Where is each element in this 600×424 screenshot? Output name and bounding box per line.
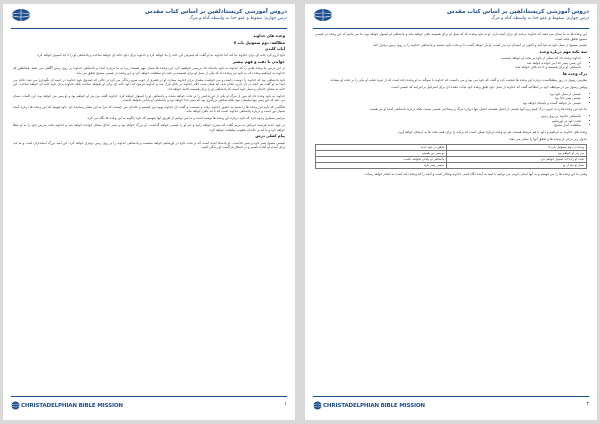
page-number: ۲ xyxy=(586,401,589,407)
list-item: • سلطنت ابدی مسیح xyxy=(315,123,581,128)
page-number: ۱ xyxy=(284,401,287,407)
section-heading: خواندن با دقت و فهم بیشتر xyxy=(232,59,285,65)
list-item: • تخت داود در اورشلیم xyxy=(315,119,581,124)
page-body xyxy=(315,32,587,390)
header-rule xyxy=(11,28,287,29)
paragraph: داود آرزو کرد خانه ای برای خداوند بنا کند اما خداوند به او گفت که پسرش این خانه را بنا خواهد کرد و خداوند برای داود خانه ای خواهد ساخت و پادشاهی او را تا ابد استوار خواهد کرد. xyxy=(36,53,285,58)
footer-rule xyxy=(313,396,589,397)
paragraph: هنگامی که داود این وعده ها را شنید به حضور خداوند رفت و نشست و گفت ای خداوند یهوه من کیستم و خاندان من چیست که مرا به این مقام رسانیده ای. داود فهمید که این وعده ها درباره آینده بسیار دور است و درباره پادشاهی خداوند است که تا ابد باقی خواهد ماند. xyxy=(13,104,285,114)
header-rule xyxy=(313,28,589,29)
bullet-list xyxy=(315,114,587,128)
list-item: • عیسی باز خواهد گشت و پادشاه خواهد بود xyxy=(315,101,581,106)
table-cell: تخت او را تا ابد استوار خواهم کرد xyxy=(447,156,587,162)
section-heading: درک وعده ها xyxy=(562,71,587,77)
footer-brand xyxy=(11,401,123,410)
key-verses-heading: آیات کلیدی xyxy=(264,46,285,52)
page-footer xyxy=(313,396,589,414)
paragraph: در این درس ما وعده هایی را که خداوند به داود پادشاه داد بررسی خواهیم کرد. این وعده ها بسیار مهم هستند زیرا به ما درباره آینده و پادشاهی خداوند بر روی زمین آگاهی می دهند. همانطور که خداوند به ابراهیم وعده داد، به داود نیز وعده داد که یکی از نسل او برای همیشه بر تخت او سلطنت خواهد کرد و این وعده در عیسی مسیح تحقق می یابد. xyxy=(13,66,285,75)
table-cell: پادشاهی او پایانی نخواهد داشت xyxy=(316,156,447,162)
header-subtitle: درس چهارم: سقوط و عفو خدا به واسطه گناه و مرگ xyxy=(189,16,287,21)
list-item: • خداوند وعده داد که نسلی از داود بر تخت او خواهد نشست xyxy=(315,56,581,61)
header-title: دروس آموزشی کریستادلفین بر اساس کتاب مقدس xyxy=(447,9,589,15)
page-1 xyxy=(3,4,295,420)
list-item: • عیسی از نسل داود بود xyxy=(315,92,581,97)
paragraph: خداوند به داود وعده داد که پس از مرگ او یکی از فرزندانش را بر تخت خواهد نشاند و پادشاهی او را استوار خواهد کرد. خداوند گفت من پدر او خواهم بود و او پسر من خواهد بود. این کلمات نشان می دهد که این پسر تنها سلیمان نبود بلکه شخص بزرگتری بود که پسر خدا خواهد بود و پادشاهی او پایانی نخواهد داشت. xyxy=(13,93,285,103)
footer-rule xyxy=(11,396,287,397)
footer-brand xyxy=(313,401,425,410)
section-heading: سه نکته مهم درباره وعده xyxy=(539,49,587,55)
paragraph: وقتی ما این وعده ها را می فهمیم و به آنها ایمان داریم، می توانیم با امید به آینده نگاه کنیم. خداوند وفادار است و آنچه را که وعده داده است به انجام خواهد رساند. xyxy=(364,171,587,176)
page-2 xyxy=(305,4,597,420)
paragraph: پطرس رسول در روز پنطیکاست درباره این وعده ها صحبت کرد و گفت که داود نبی بود و می دانست که خداوند با سوگند به او وعده داده است که از ثمره صلب او یکی را بر تخت او بنشاند. xyxy=(329,78,587,83)
study-reference: مطالعه: دوم سموئیل باب ۷ xyxy=(233,39,285,45)
list-item: • پادشاهی خداوند بر روی زمین xyxy=(315,114,581,119)
footer-brand-text: CHRISTADELPHIAN BIBLE MISSION xyxy=(21,403,123,409)
promise-table xyxy=(315,144,587,169)
paragraph: وعده های خداوند به ابراهیم و داود با هم مرتبط هستند. هر دو وعده درباره نسلی است که برکت را برای همه ملت ها به ارمغان خواهد آورد. xyxy=(397,130,587,135)
list-item: • پادشاهی او برای همیشه و تا ابد باقی خواهد ماند xyxy=(315,65,581,70)
paragraph: عیسی مسیح از نسل داود به دنیا آمد و اکنون در آسمان نزد پدر است. او باز خواهد گشت تا بر تخت داود بنشیند و پادشاهی خداوند را بر روی زمین برقرار کند. xyxy=(372,43,587,48)
table-cell: تو پسر من هستی xyxy=(316,150,447,156)
paragraph: عیسی مسیح پسر داود و پسر خداست. او پادشاه آینده است که بر تخت داود در اورشلیم خواهد نشست و پادشاهی خداوند را بر روی زمین برقرار خواهد کرد. این امید بزرگ ایمانداران است و ما باید برای آمدن او آماده باشیم و در انتظار بازگشت او زندگی کنیم. xyxy=(13,140,285,150)
table-cell: تحقق در عهد جدید xyxy=(316,144,447,150)
header-subtitle: درس چهارم: سقوط و عفو خدا به واسطه گناه و مرگ xyxy=(491,16,589,21)
paragraph: در عهد جدید فرشته جبرائیل به مریم گفت که پسری خواهد زایید و نام او را عیسی خواهد گذاشت. او بزرگ خواهد بود و پسر خدای متعال خوانده خواهد شد و خداوند تخت پدرش داود را به او عطا خواهد کرد و تا ابد بر خاندان یعقوب سلطنت خواهد کرد. xyxy=(13,123,285,132)
table-row xyxy=(316,162,587,168)
page-body xyxy=(13,32,285,390)
paragraph: ما باید این وعده ها را به خوبی درک کنیم زیرا آنها بخشی از انجیل هستند. انجیل تنها درباره مرگ و رستاخیز عیسی نیست بلکه درباره پادشاهی آینده او نیز هست. xyxy=(368,107,587,112)
table-cell: وعده در دوم سموئیل باب ۷ xyxy=(447,144,587,150)
list-item: • این پسر، پسر خدا نیز خوانده خواهد شد xyxy=(315,61,581,66)
bullet-list xyxy=(315,92,587,106)
table-cell: نسل تو بعد از تو xyxy=(447,162,587,168)
page-footer xyxy=(11,396,287,414)
paragraph: داود پادشاهی بود که خداوند را دوست داشت و می خواست معبدی برای خداوند بسازد. او در قصری از چوب سرو زندگی می کرد در حالی که صندوق عهد خداوند در خیمه ای نگهداری می شد. ناتان نبی ابتدا به او گفت هر آنچه در دل داری انجام بده، اما همان شب کلام خداوند بر ناتان نازل شد و خداوند فرمود که داود خانه ای برای او نخواهد ساخت بلکه خداوند برای داود خانه ای خواهد ساخت. این خانه به معنای خاندان و نسل داود است که پادشاهی او را برای همیشه ادامه خواهد داد. xyxy=(13,77,285,91)
paragraph: مزامیر بسیاری وجود دارد که داود درباره این وعده ها نوشته است و ما می توانیم از طریق آنها بفهمیم که داود چگونه به این وعده ها نگاه می کرد. xyxy=(86,116,285,121)
globe-icon xyxy=(11,401,20,410)
section-heading: پیام اصلی درس xyxy=(255,133,285,139)
header-title: دروس آموزشی کریستادلفین بر اساس کتاب مقدس xyxy=(145,9,287,15)
footer-brand-text: CHRISTADELPHIAN BIBLE MISSION xyxy=(323,403,425,409)
paragraph: این وعده ها به ما نشان می دهند که خداوند برنامه ای برای آینده دارد. او به داود وعده داد که نسل او برای همیشه باقی خواهد ماند و پادشاهی او استوار خواهد بود. ما می دانیم که این وعده در عیسی مسیح تحقق یافته است. xyxy=(315,32,587,41)
bullet-list xyxy=(315,56,587,70)
paragraph: جدول زیر برخی از وعده ها و تحقق آنها را نشان می دهد: xyxy=(508,136,587,141)
paragraph: پولس رسول نیز در موعظه خود در انطاکیه گفت که خداوند از نسل داود طبق وعده خود نجات دهنده ای برای اسرائیل برخیزانید که عیسی است. xyxy=(390,84,587,89)
globe-icon xyxy=(313,401,322,410)
table-cell: عیسی پسر داود xyxy=(316,162,447,168)
table-cell: من پدر او خواهم بود xyxy=(447,150,587,156)
section-heading: وعده های خداوند xyxy=(253,33,285,38)
list-item: • عیسی پسر خدا بود xyxy=(315,96,581,101)
